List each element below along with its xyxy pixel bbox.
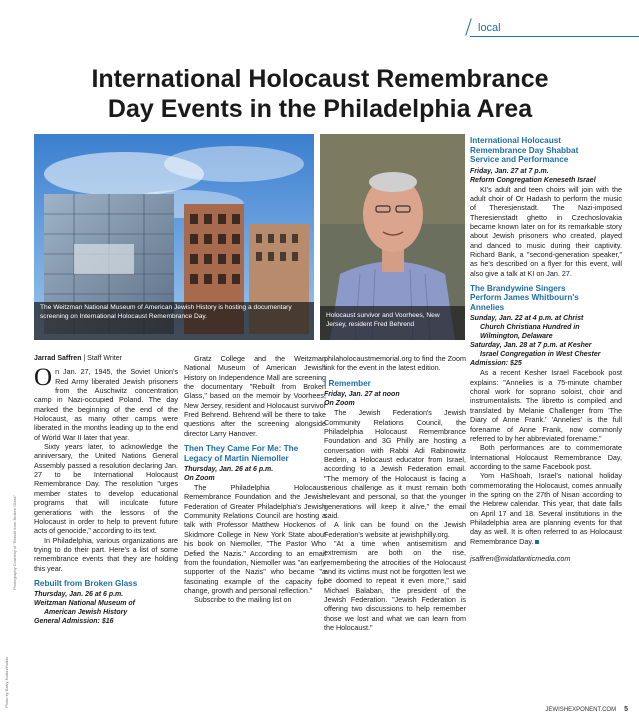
event-heading-line: The Brandywine Singers — [470, 283, 566, 293]
paragraph: "At a time when antisemitism and extremism are both on the rise, remembering the atrocities of the Holocaust and its victims must not be forgotten lest we be doomed to repeat it even more," said Michael Balaban, the president of the Jewish Federation. "Jewish Federation is offering two discussions to help remember those we lost and what we can learn from the Holocaust." — [324, 539, 466, 633]
event-admission: General Admission: $16 — [34, 618, 114, 626]
event-heading-line: Annelies — [470, 302, 505, 312]
event-venue: American Jewish History — [44, 609, 128, 617]
survivor-photo — [320, 134, 465, 340]
paragraph: Gratz College and the Weitzman National Museum of American Jewish History on Independence Mall are screening the documentary "Rebuilt from Broken Glass," based on the memoir by Voorhees, New Jersey, resident and Holocaust survivor Fred Behrend. Behrend will be there to take questions after the screening alongside director Larry Hanover. — [184, 354, 326, 438]
event-heading-rebuilt: Rebuilt from Broken Glass — [34, 578, 138, 588]
headline-line-2: Day Events in the Philadelphia Area — [107, 95, 533, 123]
event-venue: Israel Congregation in West Chester — [480, 351, 601, 359]
byline — [34, 354, 178, 363]
event-heading-line: Legacy of Martin Niemoller — [184, 453, 289, 463]
paragraph: The Philadelphia Holocaust Remembrance Foundation and the Jewish Federation of Greater Philadelphia's Jewish Community Relations Council are hosting a talk with Professor Matthew Hockenos of Skidmore College in New York State about his book on Niemoller, "The Pastor Who Defied the Nazis." According to an email from the foundation, Niemoller was "an early supporter of the Nazis" who became "a fascinating example of the capacity for change, growth and personal reflection." — [184, 483, 326, 595]
event-heading-line: Service and Performance — [470, 155, 569, 164]
photo-credit-left: Photo by Barry Halkin/Halkin — [4, 657, 9, 708]
event-venue: Church Christiana Hundred in — [480, 324, 580, 332]
event-date: Thursday, Jan. 26 at 6 p.m. — [34, 591, 124, 599]
page-footer — [440, 706, 628, 713]
event-admission: Admission: $25 — [470, 360, 522, 368]
event-date: Sunday, Jan. 22 at 4 p.m. at Christ — [470, 315, 584, 323]
section-divider — [465, 18, 472, 35]
survivor-photo-caption: Holocaust survivor and Voorhees, New Jersey, resident Fred Behrend — [326, 312, 440, 328]
headline-line-1: International Holocaust Remembrance — [91, 65, 549, 93]
event-heading-line: Perform James Whitbourn's — [470, 293, 579, 303]
event-heading-brandywine — [470, 284, 622, 313]
paragraph: Sixty years later, to acknowledge the anniversary, the United Nations General Assembly passed a resolution declaring Jan. 27 to be International Holocaust Remembrance Day. The resolution "urges member states to develop educational programs that will inculcate future generations with the lessons of the Holocaust in order to help to prevent future acts of genocide," according to its text. — [34, 442, 178, 536]
event-heading-line: Remembrance Day Shabbat — [470, 145, 579, 155]
event-heading-niemoller — [184, 444, 326, 463]
paragraph: As a recent Kesher Israel Facebook post explains: "Annelies is a 75-minute chamber choral work for soprano soloist, choir and instrumentalists. The libretto is compiled and translated by Melanie Challenger from 'The Diary of Anne Frank.' 'Annelies' is the full forename of Anne Frank, now commonly referred to by her abbreviated forename." — [470, 368, 622, 443]
event-heading-shabbat — [470, 136, 622, 165]
headline — [20, 64, 620, 124]
event-heading-i-remember: I Remember — [324, 378, 371, 388]
paragraph: The Jewish Federation's Jewish Community Relations Council, the Philadelphia Holocaust Remembrance Foundation and 3G Philly are hosting a conversation with Rabbi Adi Rabinowitz Bedein, a Holocaust educator from Israel, according to a Jewish Federation email. "The memory of the Holocaust is facing a serious challenge as it must remain both relevant and personal, so that the younger generations will keep it alive," the email said. — [324, 408, 466, 520]
event-date: Thursday, Jan. 26 at 6 p.m. — [184, 466, 274, 474]
page-number: 5 — [624, 706, 628, 713]
section-rule — [470, 36, 639, 37]
lead-paragraph — [34, 364, 178, 442]
drop-cap: O — [34, 364, 53, 392]
article-column-2 — [184, 354, 326, 605]
event-venue: On Zoom — [324, 400, 355, 408]
event-heading-line: International Holocaust — [470, 136, 561, 145]
site-name: JEWISHEXPONENT.COM — [545, 707, 617, 713]
article-column-3 — [324, 354, 466, 632]
paragraph: philaholocaustmemorial.org to find the Zoom link for the event in the latest edition. — [324, 354, 466, 373]
paragraph-text: Yom HaShoah, Israel's national holiday commemorating the Holocaust, comes annually in the spring on the 27th of Nisan according to the Hebrew calendar. This year, that date falls on April 17 and 18. Several institutions in the Philadelphia area are planning events for that day as well. It is often referred to as Holocaust Remembrance Day. — [470, 471, 622, 546]
byline-role: | Staff Writer — [81, 355, 122, 362]
event-venue: On Zoom — [184, 475, 215, 483]
event-date: Saturday, Jan. 28 at 7 p.m. at Kesher — [470, 342, 592, 350]
paragraph: KI's adult and teen choirs will join with the adult choir of Or Hadash to perform the music of Theresienstadt. The Nazi-imposed Theresienstadt ghetto in Czechoslovakia became known later on for its remarkable story about Jewish prisoners who created, played and danced to music during their captivity. Richard Bank, a "second-generation speaker," as he's described on a flyer for this event, will also give a talk at KI on Jan. 27. — [470, 184, 622, 278]
article-column-1 — [34, 354, 178, 626]
author-email: jsaffren@midatlanticmedia.com — [470, 553, 571, 563]
event-heading-line: Then They Came For Me: The — [184, 444, 299, 454]
paragraph: In Philadelphia, various organizations are trying to do their part. Here's a list of some remembrance events that they are holding this year. — [34, 535, 178, 573]
event-date: Friday, Jan. 27 at 7 p.m. — [470, 167, 549, 175]
event-venue: Weitzman National Museum of — [34, 600, 135, 608]
event-venue: Wilmington, Delaware — [480, 333, 553, 341]
article-column-4 — [470, 136, 622, 563]
museum-photo-caption: The Weitzman National Museum of American Jewish History is hosting a documentary screening on International Holocaust Remembrance Day. — [40, 304, 292, 320]
paragraph: Both performances are to commemorate International Holocaust Remembrance Day, according to the same Facebook post. — [470, 443, 622, 471]
paragraph: Subscribe to the mailing list on — [194, 595, 292, 605]
event-venue: Reform Congregation Keneseth Israel — [470, 176, 596, 184]
end-mark-icon — [535, 540, 539, 544]
event-date: Friday, Jan. 27 at noon — [324, 391, 400, 399]
section-label: local — [478, 22, 501, 34]
paragraph: A link can be found on the Jewish Federation's website at jewishphilly.org. — [324, 520, 466, 539]
survivor-portrait-illustration — [320, 134, 465, 340]
byline-name: Jarrad Saffren — [34, 355, 82, 362]
paragraph — [470, 471, 622, 546]
lead-paragraph-text: n Jan. 27, 1945, the Soviet Union's Red Army liberated Jewish prisoners from the Auschwitz concentration camp in Nazi-occupied Poland. The day marked the beginning of the end of the Holocaust, as many other camps were liberated in the months leading up to the end of World War II later that year. — [34, 367, 178, 442]
photo-credit-right: Photography Courtesy of "Rebuilt from Broken Glass" — [12, 495, 17, 590]
